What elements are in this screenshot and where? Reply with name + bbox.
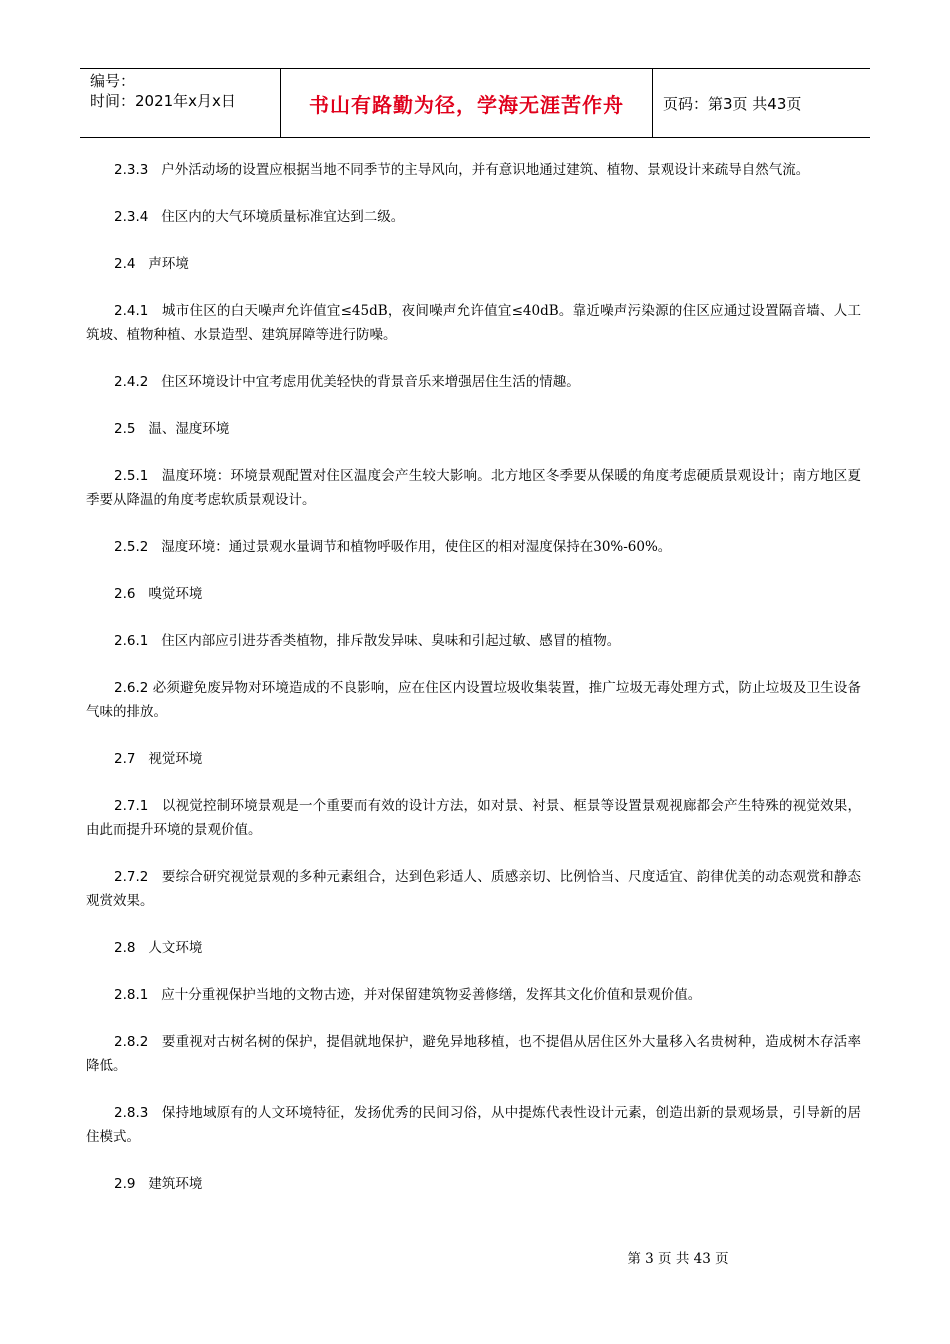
paragraph: [86, 299, 861, 347]
paragraph-text: 要重视对古树名树的保护，提倡就地保护，避免异地移植，也不提倡从居住区外大量移入名贵树种，造成树木存活率降低。: [86, 1034, 862, 1074]
section-number: 2.3.4: [114, 209, 149, 225]
paragraph: [86, 158, 861, 182]
section-number: 2.8.1: [114, 987, 149, 1003]
section-heading: [86, 936, 861, 960]
section-number: 2.5.1: [114, 468, 149, 484]
section-number: 2.5.2: [114, 539, 149, 555]
header-motto: 书山有路勤为径，学海无涯苦作舟: [309, 92, 624, 117]
paragraph: [86, 865, 861, 913]
paragraph-text: 住区内部应引进芬香类植物，排斥散发异味、臭味和引起过敏、感冒的植物。: [161, 633, 621, 649]
paragraph: [86, 464, 861, 512]
paragraph: [86, 1030, 861, 1078]
paragraph-text: 应十分重视保护当地的文物古迹，并对保留建筑物妥善修缮，发挥其文化价值和景观价值。: [161, 987, 702, 1003]
section-number: 2.8.3: [114, 1105, 149, 1121]
header-meta: [80, 69, 281, 137]
paragraph: [86, 535, 861, 559]
section-number: 2.6: [114, 586, 136, 602]
paragraph-text: 湿度环境：通过景观水量调节和植物呼吸作用，使住区的相对湿度保持在30%-60%。: [161, 539, 672, 555]
heading-text: 视觉环境: [148, 751, 203, 767]
section-number: 2.7.2: [114, 869, 149, 885]
paragraph: [86, 676, 861, 724]
heading-text: 人文环境: [148, 940, 203, 956]
paragraph: [86, 370, 861, 394]
code-label: 编号：: [90, 72, 136, 90]
section-number: 2.3.3: [114, 162, 149, 178]
paragraph: [86, 629, 861, 653]
header-page-info: 页码：第3页 共43页: [663, 94, 802, 113]
heading-text: 温、湿度环境: [148, 421, 230, 437]
paragraph: [86, 205, 861, 229]
page-footer: 第 3 页 共 43 页: [627, 1251, 729, 1267]
paragraph-text: 保持地域原有的人文环境特征，发扬优秀的民间习俗，从中提炼代表性设计元素，创造出新的景观场景，引导新的居住模式。: [86, 1105, 862, 1145]
heading-text: 声环境: [148, 256, 189, 272]
section-number: 2.4: [114, 256, 136, 272]
heading-text: 嗅觉环境: [148, 586, 203, 602]
paragraph-text: 必须避免废异物对环境造成的不良影响，应在住区内设置垃圾收集装置，推广垃圾无毒处理方式，防止垃圾及卫生设备气味的排放。: [86, 680, 862, 720]
paragraph: [86, 1101, 861, 1149]
paragraph: [86, 794, 861, 842]
section-heading: [86, 252, 861, 276]
date-line: 时间：2021年x月x日: [90, 92, 236, 110]
section-number: 2.5: [114, 421, 136, 437]
section-number: 2.8: [114, 940, 136, 956]
paragraph-text: 城市住区的白天噪声允许值宜≤45dB，夜间噪声允许值宜≤40dB。靠近噪声污染源的住区应通过设置隔音墙、人工筑坡、植物种植、水景造型、建筑屏障等进行防噪。: [86, 303, 861, 343]
paragraph-text: 以视觉控制环境景观是一个重要而有效的设计方法，如对景、衬景、框景等设置景观视廊都会产生特殊的视觉效果，由此而提升环境的景观价值。: [86, 798, 862, 838]
section-number: 2.6.2: [114, 680, 149, 696]
paragraph: [86, 983, 861, 1007]
paragraph-text: 住区环境设计中宜考虑用优美轻快的背景音乐来增强居住生活的情趣。: [161, 374, 580, 390]
section-heading: [86, 747, 861, 771]
paragraph-text: 要综合研究视觉景观的多种元素组合，达到色彩适人、质感亲切、比例恰当、尺度适宜、韵律优美的动态观赏和静态观赏效果。: [86, 869, 862, 909]
section-number: 2.7: [114, 751, 136, 767]
section-number: 2.4.2: [114, 374, 149, 390]
section-number: 2.4.1: [114, 303, 149, 319]
paragraph-text: 温度环境：环境景观配置对住区温度会产生较大影响。北方地区冬季要从保暖的角度考虑硬质景观设计；南方地区夏季要从降温的角度考虑软质景观设计。: [86, 468, 862, 508]
section-number: 2.9: [114, 1176, 136, 1192]
section-heading: [86, 417, 861, 441]
heading-text: 建筑环境: [148, 1176, 203, 1192]
document-body: [86, 158, 861, 1219]
document-header: [80, 68, 870, 138]
section-number: 2.6.1: [114, 633, 149, 649]
header-motto-cell: [281, 69, 653, 137]
section-heading: [86, 1172, 861, 1196]
section-heading: [86, 582, 861, 606]
paragraph-text: 户外活动场的设置应根据当地不同季节的主导风向，并有意识地通过建筑、植物、景观设计来疏导自然气流。: [161, 162, 810, 178]
section-number: 2.8.2: [114, 1034, 149, 1050]
section-number: 2.7.1: [114, 798, 149, 814]
paragraph-text: 住区内的大气环境质量标准宜达到二级。: [161, 209, 405, 225]
